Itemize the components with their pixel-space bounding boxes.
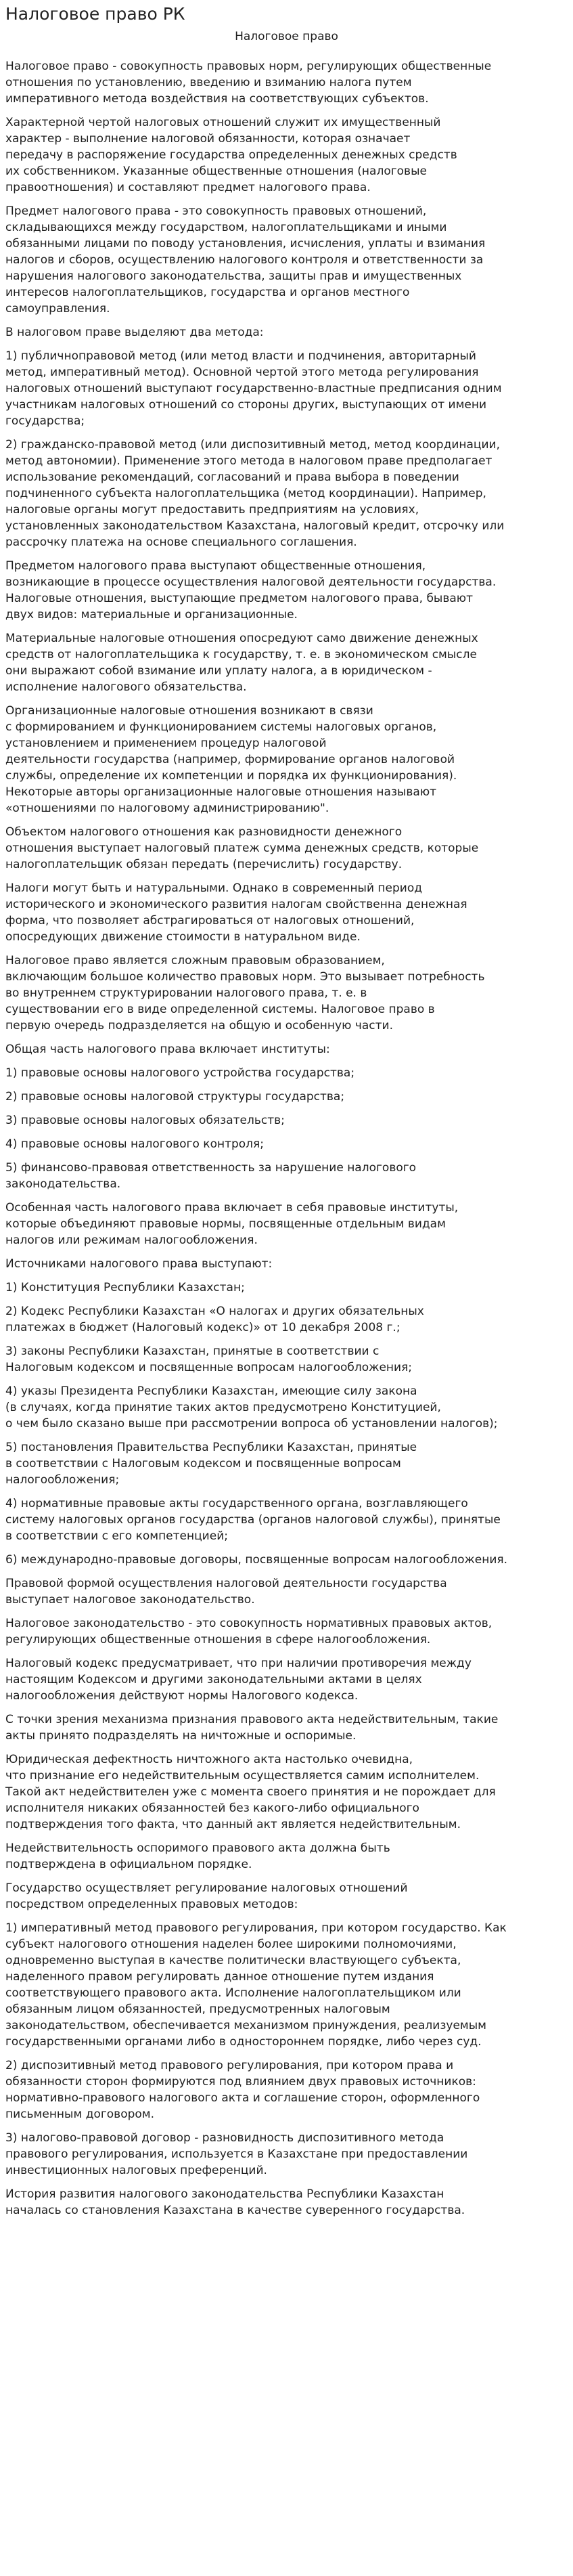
paragraph: Юридическая дефектность ничтожного акта настолько очевидна, что признание его недействительным осуществляется самим исполнителем. Такой акт недействителен уже с момента своего принятия и не порождает для исполнителя никаких обязанностей без какого-либо официального подтверждения того факта, что данный акт является недействительным. (5, 1753, 496, 1831)
paragraph: 1) публичноправовой метод (или метод власти и подчинения, авторитарный метод, императивный метод). Основной чертой этого метода регулирования налоговых отношений выступают государственно-властные предписания одним участникам налоговых отношений со стороны других, выступающих от имени государства; (5, 349, 502, 428)
paragraph: 4) нормативные правовые акты государственного органа, возглавляющего систему налоговых органов государства (органов налоговой службы), принятые в соответствии с его компетенцией; (5, 1497, 501, 1543)
paragraph: Предмет налогового права - это совокупность правовых отношений, складывающихся между государством, налогоплательщиками и иными обязанными лицами по поводу установления, исчисления, уплаты и взимания налогов и сборов, осуществлению налогового контроля и ответственности за нарушения налогового законодательства, защиты прав и имущественных интересов налогоплательщиков, государства и органов местного самоуправления. (5, 204, 486, 315)
paragraph: Налоговое законодательство - это совокупность нормативных правовых актов, регулирующих общественные отношения в сфере налогообложения. (5, 1617, 492, 1646)
section-subtitle: Налоговое право (235, 30, 338, 43)
paragraph: История развития налогового законодательства Республики Казахстан началась со становления Казахстана в качестве суверенного государства. (5, 2187, 465, 2217)
paragraph: Характерной чертой налоговых отношений служит их имущественный характер - выполнение налоговой обязанности, которая означает передачу в распоряжение государства определенных денежных средств их собственником. Указанные общественные отношения (налоговые правоотношения) и составляют предмет налогового права. (5, 116, 457, 194)
paragraph: С точки зрения механизма признания правового акта недействительным, такие акты принято подразделять на ничтожные и оспоримые. (5, 1713, 499, 1743)
page-title: Налоговое право РК (5, 4, 185, 24)
paragraph: 6) международно-правовые договоры, посвященные вопросам налогообложения. (5, 1553, 508, 1567)
paragraph: 1) императивный метод правового регулирования, при котором государство. Как субъект налогового отношения наделен более широкими полномочиями, одновременно выступая в качестве политически властвующего субъекта, наделенного правом регулировать данное отношение путем издания соответствующего правового акта. Исполнение налогоплательщиком или обязанным лицом обязанностей, предусмотренных налоговым законодательством, обеспечивается механизмом принуждения, реализуемым государственными органами либо в одностороннем порядке, либо через суд. (5, 1921, 507, 2049)
paragraph: 4) указы Президента Республики Казахстан, имеющие силу закона (в случаях, когда принятие таких актов предусмотрено Конституцией, о чем было сказано выше при рассмотрении вопроса об установлении налогов); (5, 1384, 498, 1431)
paragraph: 2) Кодекс Республики Казахстан «О налогах и других обязательных платежах в бюджет (Налоговый кодекс)» от 10 декабря 2008 г.; (5, 1305, 424, 1334)
paragraph: 2) правовые основы налоговой структуры государства; (5, 1090, 345, 1104)
paragraph: Объектом налогового отношения как разновидности денежного отношения выступает налоговый платеж сумма денежных средств, которые налогоплательщик обязан передать (перечислить) государству. (5, 825, 479, 871)
paragraph: 3) налогово-правовой договор - разновидность диспозитивного метода правового регулирования, используется в Казахстане при предоставлении инвестиционных налоговых преференций. (5, 2131, 468, 2177)
paragraph: 1) Конституция Республики Казахстан; (5, 1281, 245, 1294)
paragraph: Источниками налогового права выступают: (5, 1257, 273, 1271)
paragraph: Налоговое право - совокупность правовых норм, регулирующих общественные отношения по установлению, введению и взиманию налога путем императивного метода воздействия на соответствующих субъектов. (5, 60, 492, 106)
document-body (5, 58, 568, 2219)
paragraph: В налоговом праве выделяют два метода: (5, 326, 264, 339)
paragraph: 5) постановления Правительства Республики Казахстан, принятые в соответствии с Налоговым кодексом и посвященные вопросам налогообложения; (5, 1441, 417, 1487)
paragraph: Недействительность оспоримого правового акта должна быть подтверждена в официальном порядке. (5, 1841, 390, 1871)
paragraph: Налоговый кодекс предусматривает, что при наличии противоречия между настоящим Кодексом и другими законодательными актами в целях налогообложения действуют нормы Налогового кодекса. (5, 1657, 472, 1703)
paragraph: 2) гражданско-правовой метод (или диспозитивный метод, метод координации, метод автономии). Применение этого метода в налоговом праве предполагает использование рекомендаций, согласований и права выбора в поведении подчиненного субъекта налогоплательщика (метод координации). Например, налоговые органы могут предоставить предприятиям на условиях, установленных законодательством Казахстана, налоговый кредит, отсрочку или рассрочку платежа на основе специального соглашения. (5, 438, 505, 549)
paragraph: 1) правовые основы налогового устройства государства; (5, 1066, 355, 1080)
paragraph: Материальные налоговые отношения опосредуют само движение денежных средств от налогоплательщика к государству, т. е. в экономическом смысле они выражают собой взимание или уплату налога, а в юридическом - исполнение налогового обязательства. (5, 632, 478, 694)
paragraph: Налоговое право является сложным правовым образованием, включающим большое количество правовых норм. Это вызывает потребность во внутреннем структурировании налогового права, т. е. в существовании его в виде определенной системы. Налоговое право в первую очередь подразделяется на общую и особенную части. (5, 954, 485, 1032)
paragraph: 4) правовые основы налогового контроля; (5, 1137, 264, 1151)
paragraph: Особенная часть налогового права включает в себя правовые институты, которые объединяют правовые нормы, посвященные отдельным видам налогов или режимам налогообложения. (5, 1201, 459, 1247)
paragraph: 3) правовые основы налоговых обязательств; (5, 1114, 285, 1127)
paragraph: Организационные налоговые отношения возникают в связи с формированием и функционированием системы налоговых органов, установлением и применением процедур налоговой деятельности государства (например, формирование органов налоговой службы, определение их компетенции и порядка их функционирования). Некоторые авторы организационные налоговые отношения называют «отношениями по налоговому администрированию". (5, 704, 457, 815)
paragraph: Общая часть налогового права включает институты: (5, 1043, 330, 1056)
paragraph: Налоги могут быть и натуральными. Однако в современный период исторического и экономического развития налогам свойственна денежная форма, что позволяет абстрагироваться от налоговых отношений, опосредующих движение стоимости в натуральном виде. (5, 881, 467, 944)
paragraph: Правовой формой осуществления налоговой деятельности государства выступает налоговое законодательство. (5, 1577, 447, 1607)
paragraph: Государство осуществляет регулирование налоговых отношений посредством определенных правовых методов: (5, 1881, 408, 1911)
paragraph: 2) диспозитивный метод правового регулирования, при котором права и обязанности сторон формируются под влиянием двух правовых источников: нормативно-правового налогового акта и соглашение сторон, оформленного письменным договором. (5, 2059, 480, 2121)
paragraph: Предметом налогового права выступают общественные отношения, возникающие в процессе осуществления налоговой деятельности государства. Налоговые отношения, выступающие предметом налогового права, бывают двух видов: материальные и организационные. (5, 559, 497, 621)
paragraph: 3) законы Республики Казахстан, принятые в соответствии с Налоговым кодексом и посвященные вопросам налогообложения; (5, 1345, 413, 1374)
paragraph: 5) финансово-правовая ответственность за нарушение налогового законодательства. (5, 1161, 417, 1191)
